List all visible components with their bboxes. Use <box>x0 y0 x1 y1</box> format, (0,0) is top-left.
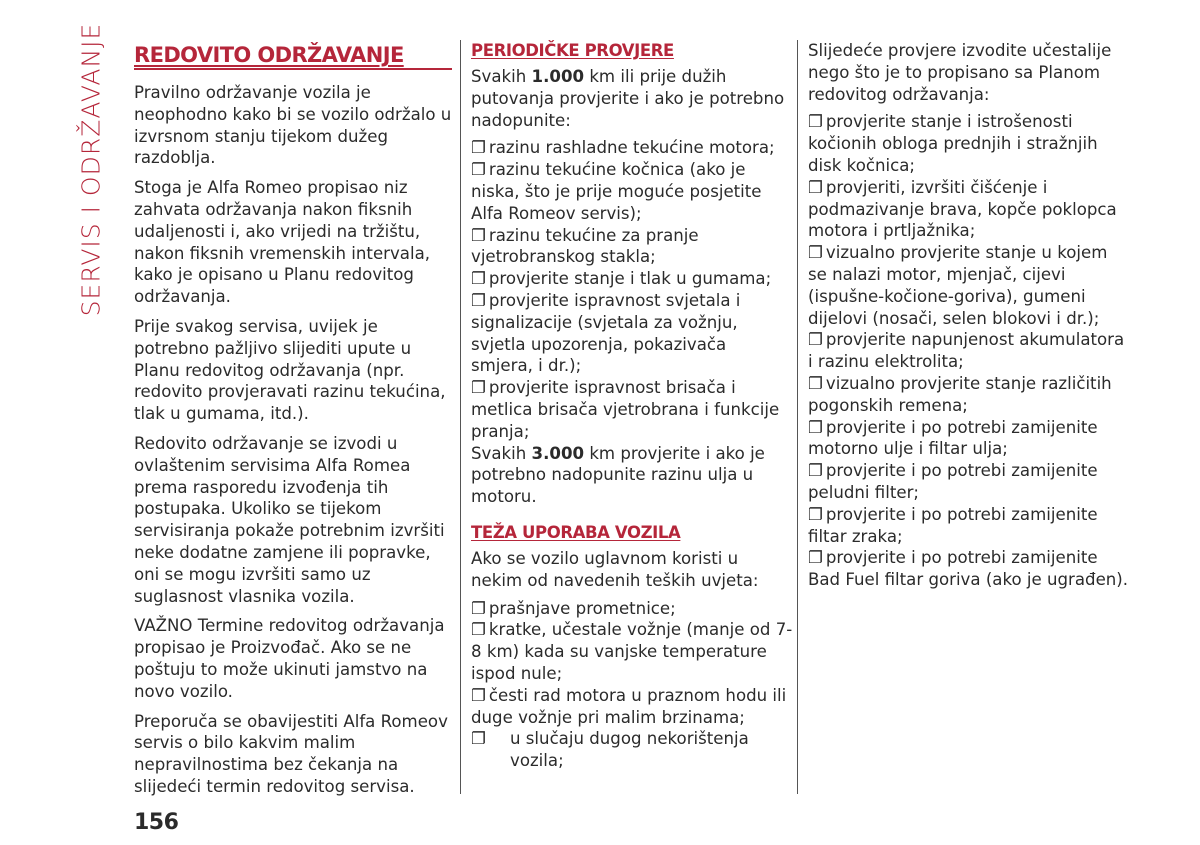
list-item-text: provjerite ispravnost svjetala i signalizacije (svjetala za vožnju, svjetla upozorenja, pokazivača smjera, i dr.); <box>471 290 741 376</box>
list-item-text: provjerite i po potrebi zamijenite filtar zraka; <box>808 504 1098 546</box>
checkbox-icon: ❐ <box>808 112 823 132</box>
list-item <box>808 242 1130 329</box>
list-item-text: provjerite i po potrebi zamijenite Bad Fuel filtar goriva (ako je ugrađen). <box>808 548 1129 590</box>
list-item <box>471 268 793 290</box>
list-item <box>808 329 1130 373</box>
section-side-tab <box>74 22 108 316</box>
list-item <box>808 111 1130 176</box>
intro-text: Svakih <box>471 67 532 86</box>
checkbox-icon: ❐ <box>471 269 486 289</box>
distance-value: 1.000 <box>531 67 585 86</box>
checkbox-icon: ❐ <box>471 378 486 398</box>
list-item <box>808 177 1130 242</box>
list-item <box>808 373 1130 417</box>
list-item-text: provjerite i po potrebi zamijenite motorno ulje i filtar ulja; <box>808 417 1098 459</box>
checkbox-icon: ❐ <box>471 225 486 245</box>
list-item <box>471 598 793 620</box>
checkbox-icon: ❐ <box>471 138 486 158</box>
list-item-text: provjerite stanje i istrošenosti kočionih obloga prednjih i stražnjih disk kočnica; <box>808 112 1098 175</box>
list-item <box>471 137 793 159</box>
list-item <box>808 460 1130 504</box>
outro-text: Svakih <box>471 443 532 463</box>
column-divider <box>797 40 798 794</box>
page-number: 156 <box>134 810 179 835</box>
checkbox-icon: ❐ <box>808 373 823 393</box>
checkbox-icon: ❐ <box>471 290 486 310</box>
list-item <box>471 159 793 224</box>
checkbox-icon: ❐ <box>808 243 823 263</box>
list-item-text: u slučaju dugog nekorištenja vozila; <box>510 729 749 771</box>
checkbox-icon: ❐ <box>471 620 486 640</box>
list-item-text: razinu rashladne tekućine motora; <box>488 138 775 158</box>
list-item-text: razinu tekućine za pranje vjetrobranskog stakla; <box>471 225 699 267</box>
list-item <box>471 290 793 377</box>
checkbox-icon: ❐ <box>808 417 823 437</box>
paragraph: Prije svakog servisa, uvijek je potrebno pažljivo slijediti upute u Planu redovitog održavanja (npr. redovito provjeravati razinu tekućina, tlak u gumama, itd.). <box>134 316 446 424</box>
subheading-periodic-checks: PERIODIČKE PROVJERE <box>471 41 674 60</box>
checkbox-icon: ❐ <box>471 160 486 180</box>
checkbox-icon: ❐ <box>808 504 823 524</box>
checkbox-icon: ❐ <box>808 461 823 481</box>
column-3 <box>808 40 1130 591</box>
intro-paragraph: Slijedeće provjere izvodite učestalije nego što je to propisano sa Planom redovitog održavanja: <box>808 41 1112 104</box>
list-item-text: prašnjave prometnice; <box>488 598 676 618</box>
list-item-text: vizualno provjerite stanje u kojem se nalazi motor, mjenjač, cijevi (ispušne-kočione-goriva), gumeni dijelovi (nosači, selen blokovi i dr.); <box>808 243 1108 328</box>
paragraph: Redovito održavanje se izvodi u ovlaštenim servisima Alfa Romea prema rasporedu izvođenja tih postupaka. Ukoliko se tijekom servisiranja pokaže potrebnim izvršiti neke dodatne zamjene ili popravke, oni se mogu izvršiti samo uz suglasnost vlasnika vozila. <box>134 433 445 606</box>
checkbox-icon: ❐ <box>471 685 486 705</box>
oil-check-paragraph <box>471 443 793 508</box>
section-heading: REDOVITO ODRŽAVANJE <box>134 43 404 67</box>
heavy-intro: Ako se vozilo uglavnom koristi u nekim od navedenih teških uvjeta: <box>471 548 759 590</box>
paragraph: Pravilno održavanje vozila je neophodno kako bi se vozilo održalo u izvrsnom stanju tijekom dužeg razdoblja. <box>134 83 452 168</box>
checkbox-icon: ❐ <box>808 330 823 350</box>
checkbox-icon: ❐ <box>808 177 823 197</box>
paragraph: Preporuča se obavijestiti Alfa Romeov servis o bilo kakvim malim nepravilnostima bez čekanja na slijedeći termin redovitog servisa. <box>134 711 448 796</box>
column-divider <box>460 40 461 794</box>
subheading-heavy-use: TEŽA UPORABA VOZILA <box>471 522 681 542</box>
list-item-text: česti rad motora u praznom hodu ili duge vožnje pri malim brzinama; <box>471 685 787 727</box>
list-item-text: razinu tekućine kočnica (ako je niska, što je prije moguće posjetite Alfa Romeov servis); <box>471 160 762 223</box>
list-item-text: provjerite ispravnost brisača i metlica brisača vjetrobrana i funkcije pranja; <box>471 378 780 441</box>
heading-rule <box>134 68 452 70</box>
list-item-text: kratke, učestale vožnje (manje od 7-8 km) kada su vanjske temperature ispod nule; <box>471 620 793 683</box>
checkbox-icon: ❐ <box>471 729 486 749</box>
list-item <box>471 377 793 442</box>
checkbox-icon: ❐ <box>471 598 486 618</box>
outro-text: km provjerite i ako je potrebno nadopunite razinu ulja u motoru. <box>471 443 765 507</box>
section-side-tab-label: SERVIS I ODRŽAVANJE <box>76 22 106 316</box>
list-item-text: provjerite stanje i tlak u gumama; <box>488 269 772 289</box>
list-item <box>471 685 793 729</box>
list-item <box>471 728 793 772</box>
distance-value: 3.000 <box>531 443 585 463</box>
list-item <box>808 504 1130 548</box>
list-item <box>471 225 793 269</box>
column-1 <box>134 40 452 806</box>
list-item <box>471 619 793 684</box>
paragraph: VAŽNO Termine redovitog održavanja propisao je Proizvođač. Ako se ne poštuju to može ukinuti jamstvo na novo vozilo. <box>134 616 445 701</box>
list-item <box>808 547 1130 591</box>
column-2 <box>471 40 793 772</box>
list-item <box>808 417 1130 461</box>
list-item-text: vizualno provjerite stanje različitih pogonskih remena; <box>808 373 1112 415</box>
intro-paragraph <box>471 66 793 131</box>
list-item-text: provjerite i po potrebi zamijenite peludni filter; <box>808 461 1098 502</box>
list-item-text: provjeriti, izvršiti čišćenje i podmazivanje brava, kopče poklopca motora i prtljažnika; <box>808 177 1117 241</box>
intro-text: km ili prije dužih putovanja provjerite i ako je potrebno nadopunite: <box>471 67 785 130</box>
paragraph: Stoga je Alfa Romeo propisao niz zahvata održavanja nakon fiksnih udaljenosti i, ako vrijedi na tržištu, nakon fiksnih vremenskih intervala, kako je opisano u Planu redovitog održavanja. <box>134 178 431 307</box>
list-item-text: provjerite napunjenost akumulatora i razinu elektrolita; <box>808 330 1125 372</box>
checkbox-icon: ❐ <box>808 548 823 568</box>
